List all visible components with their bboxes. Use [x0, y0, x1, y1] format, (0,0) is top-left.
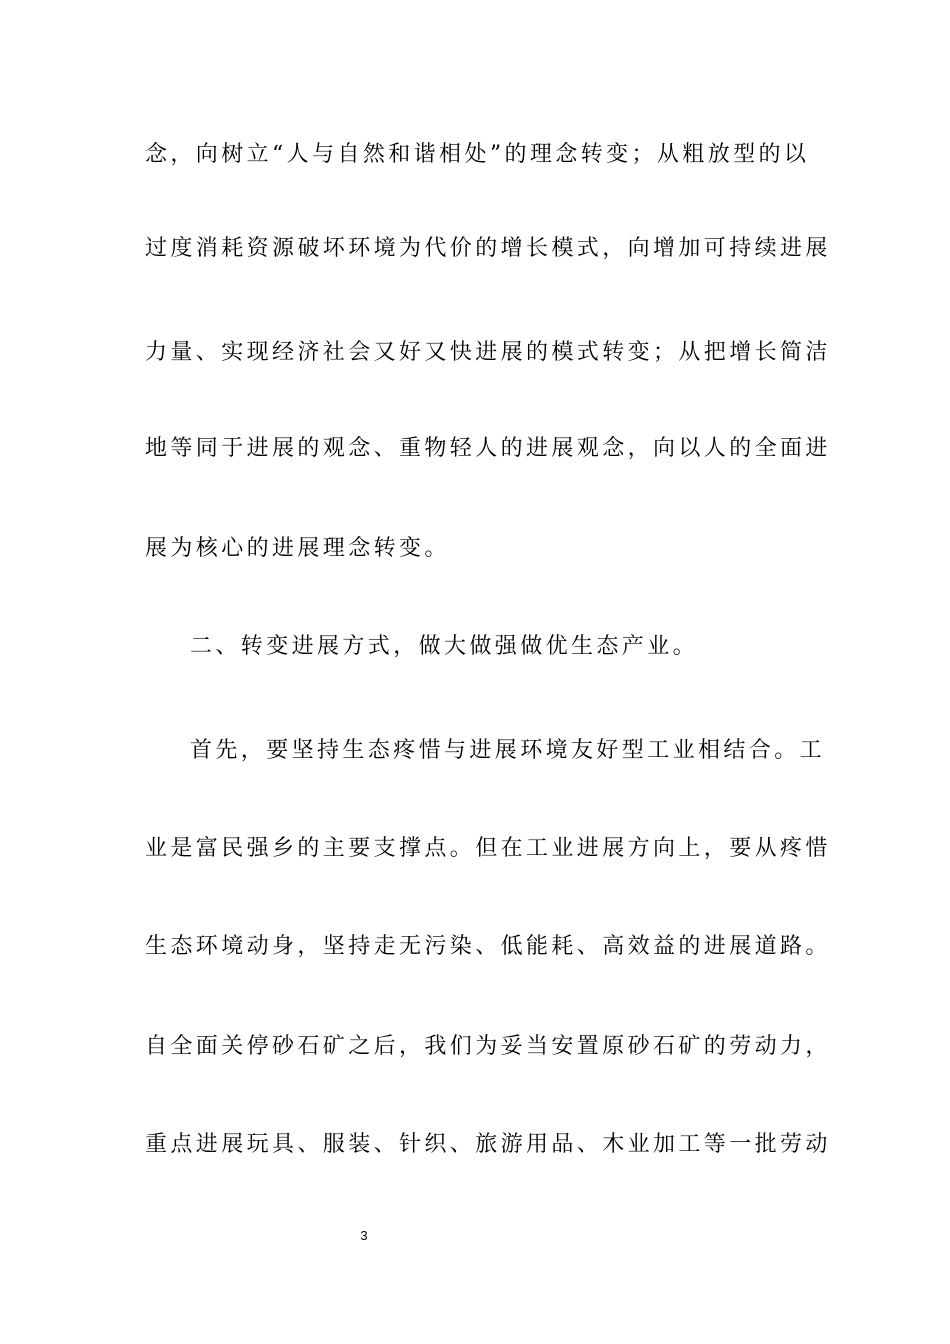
page-number: 3 [360, 1228, 368, 1243]
text-line: 生态环境动身，坚持走无污染、低能耗、高效益的进展道路。 [145, 934, 831, 959]
text-line: 重点进展玩具、服装、针织、旅游用品、木业加工等一批劳动 [145, 1132, 831, 1157]
text-line: 过度消耗资源破坏环境为代价的增长模式，向增加可持续进展 [145, 236, 831, 261]
text-line: 地等同于进展的观念、重物轻人的进展观念，向以人的全面进 [145, 436, 831, 461]
text-line: 展为核心的进展理念转变。 [145, 536, 450, 561]
text-line: 念，向树立“人与自然和谐相处”的理念转变；从粗放型的以 [145, 142, 810, 167]
text-line: 力量、实现经济社会又好又快进展的模式转变；从把增长简洁 [145, 340, 831, 365]
text-line: 业是富民强乡的主要支撑点。但在工业进展方向上，要从疼惜 [145, 836, 831, 861]
text-line: 首先，要坚持生态疼惜与进展环境友好型工业相结合。工 [190, 738, 826, 763]
text-line: 自全面关停砂石矿之后，我们为妥当安置原砂石矿的劳动力， [145, 1034, 831, 1059]
section-heading: 二、转变进展方式，做大做强做优生态产业。 [190, 634, 699, 659]
